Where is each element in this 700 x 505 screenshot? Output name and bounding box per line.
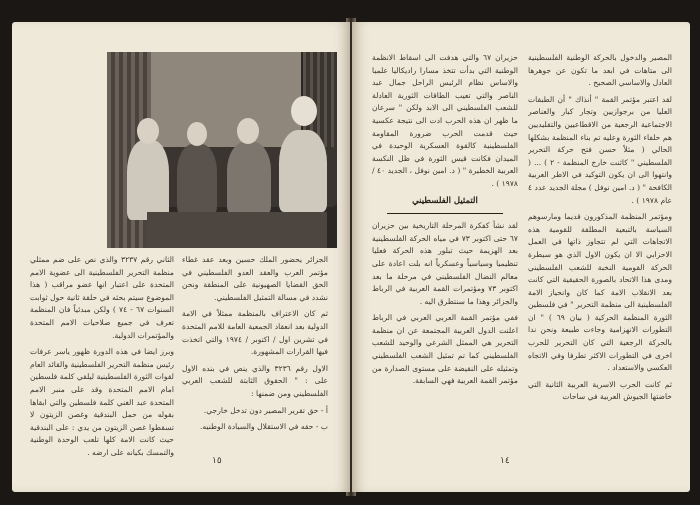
paragraph: لقد اعتبر مؤتمر القمة " أنذاك " أن الطبقات العليا من برجوازيين وتجار كبار والعناصر الاجتماعية الرجعية من الاقطاعيين والتقليديين هم حلفاء الثورة وعليه تم بناء المنظمة بشكلها الحالي ( مثلاً حسن فتح حركة التحرير الفلسطيني " كاثنت خارج المنظمة - ٢ ) ... ( وانتهوا الى ان يكون التوكيد في الاطر العربية الكافحة " ( د. امين نوفل ) مجلة الجديد عدد ٤ عام ١٩٧٨ ) . (528, 94, 672, 205)
paragraph: أ - حق تقرير المصير دون تدخل خارجي. (203, 405, 328, 415)
right-page (352, 22, 690, 492)
photo-coffee-table (147, 212, 327, 248)
group-photo (107, 52, 337, 248)
paragraph: ومؤتمر المنظمة المذكورون قديما ومارسوهم السياسة بالتبعية المطلقة للقومية هذه الاتجاهات التي لم تتجاوز ذاتها في العمل الاحزابي الا ان يكون الاول الذي هو سيطرة الحركة القومية النخبة للشعب الفلسطيني ومدى هذا الاتحاد بالصورة الحقيقية التي كانت بعد الانقلاب الامة كما كان وانحياز الامة الفلسطينية الى منظمة التحرير " في فلسطين الثورة المنظمة الحركية ( بيان ٦٩ ) " ان التطورات الانهزامية وجاءت طبيعة ونحن ندا بالحركة الرجعية التي كان التحرير للحرب اخرى في التطورات الاكثر تطرفا وفي الاتجاه العكسي والاستعداد . (528, 212, 672, 373)
photo-person-1 (127, 140, 169, 220)
paragraph: ففي مؤتمر القمة العربي العربي في الرباط اعلنت الدول العربية المجتمعة عن ان منظمة التحرير هي الممثل الشرعي والوحيد للشعب الفلسطيني كما تم تمثيل الشعب الفلسطيني وتمثيله على النقيضة على مستوى الصدارة من مؤتمر القمة العربية فهي السابقة. (372, 313, 518, 386)
left-page (12, 22, 350, 492)
section-heading: التمثيل الفلسطيني (412, 195, 478, 206)
left-page-column-left (30, 254, 174, 464)
paragraph: المصير والدخول بالحركة الوطنية الفلسطينية الى متاهات في ابعد ما تكون عن جوهرها العادل والاساسي الصحيح . (528, 53, 672, 88)
paragraph: ثم كان الاعتراف بالمنظمة ممثلاً في الامة الدولية بعد انعقاد الجمعية العامة للامم المتحدة في تشرين اول / اكتوبر / ١٩٧٤ والتي اتخذت فيها القرارات المشهورة. (182, 309, 328, 357)
photo-head-3 (237, 118, 259, 144)
heading-underline (387, 213, 504, 214)
photo-person-3 (227, 142, 271, 214)
paragraph: الثاني رقم ٣٢٣٧ والذي نص على ضم ممثلي منظمة التحرير الفلسطينية الى عضوية الامم المتحدة على اعتبار انها عضو مراقب ( هذا الموضوع سيتم بحثه في حلقة ثانية حول ثوابت السنوات ٦٧ - ٧٤ ) ولكن مبدئياً فان المنظمة تعرف في جميع صلاحيات الامم المتحدة والمؤتمرات الدولية. (30, 255, 174, 340)
paragraph: ب - حقه في الاستقلال والسيادة الوطنيه. (199, 422, 328, 432)
page-number: ١٥ (212, 456, 222, 466)
paragraph: الاول رقم ٣٢٣٦ والذي ينص في بنده الاول على : " الحقوق الثابتة للشعب العربي الفلسطيني ومن ضمنها : (182, 363, 328, 398)
right-page-column-right (528, 52, 672, 462)
paragraph: الجزائر يحضور الملك حسين وبعد عقد غطاء مؤتمر العرب والعقد العدو الفلسطيني في الحق القضايا الصهيونية على المنطقة ونحن نشدد في مسالة التمثيل الفلسطيني. (182, 255, 328, 302)
photo-person-2 (177, 144, 217, 214)
left-page-column-right (182, 254, 328, 464)
page-number: ١٤ (500, 456, 510, 466)
photo-person-4 (279, 130, 327, 212)
photo-wall (151, 52, 301, 162)
right-page-column-left (372, 52, 518, 462)
paragraph: حزيران ٦٧ والتي هدفت الى اسقاط الانظمة الوطنية التي بدأت تتخذ مسارا راديكاليا علميا والاساس نظام الرئيس الراحل جمال عبد الناصر والتي تعيب الطاقات الثورية العادلة للشعب الفلسطيني الى الابد ولكن " سرعان ما ظهر ان هذه الحرب ادت الى نتيجة عكسية حيث قدمت الحرب ضرورة المقاومة الفلسطينية كالقوة العسكرية الوحيدة في الميدان فكانت قيس الثورة في ظل النكسة العربية الخطيرة " ( د. امين نوفل ، الجديد ٤٠ / ١٩٧٨ ) . (372, 53, 518, 188)
paragraph: ثم كانت الحرب الاسرية العربية الثانية التي خاضتها الجيوش العربية في ساحات (528, 379, 672, 402)
photo-head-2 (187, 122, 207, 146)
photo-head-1 (137, 118, 159, 144)
photo-head-4 (291, 96, 317, 126)
paragraph: وبرز ايضا في هذه الدورة ظهور ياسر عرفات رئيس منظمة التحرير الفلسطينية والقائد العام لقوات الثورة الفلسطينية ليلقي كلمة فلسطين امام الامم المتحدة وقد على منبر الامم المتحدة عبد الغني كلمة فلسطين والتي ابقاها بقوله من حمل البندقية وغصن الزيتون لا تسقطوا غصن الزيتون من يدي : على البندقية حيث كانت الامة كلها تلعب الوحدة الوطنية والتمسك بكيانه على ارضه . (30, 347, 174, 457)
paragraph: لقد نشأ كفكرة المرحلة التاريخية بين حزيران ٦٧ حتى اكتوبر ٧٣ في مياه الحركة الفلسطينية بعد الهزيمة حيث تبلور هذه الحركة فعليا تنظيميا وسياسياً وعسكرياً انه بلت اعادة على معالم النضال الفلسطيني في مرحلة ما بعد اكتوبر ٧٣ ومؤتمرات القمة العربية في الرباط والجزائر وهذا ما سنتطرق اليه . (372, 221, 518, 306)
